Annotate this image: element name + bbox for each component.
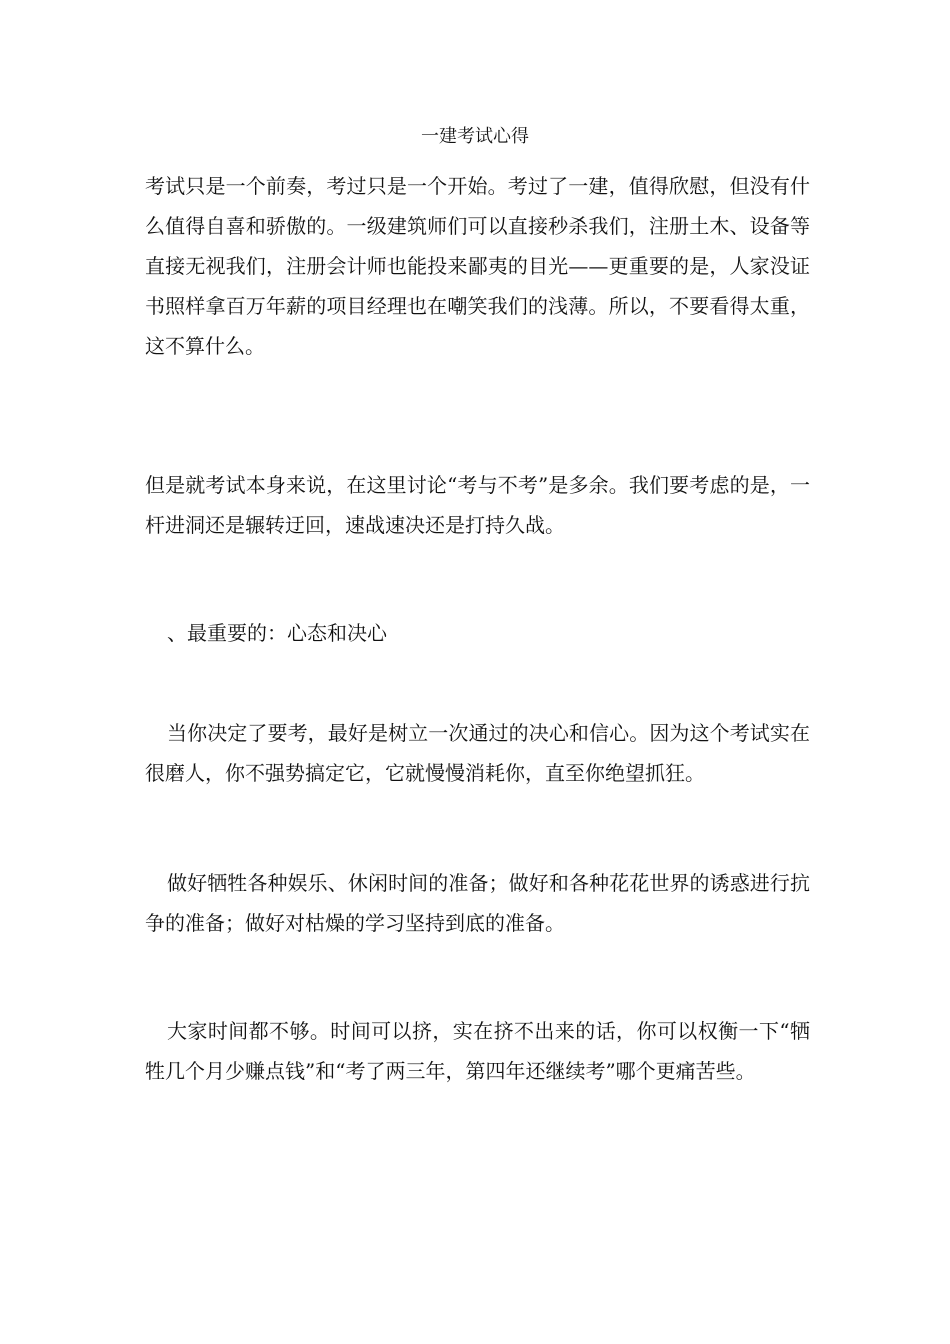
paragraph-sacrifice: 做好牺牲各种娱乐、休闲时间的准备；做好和各种花花世界的诱惑进行抗争的准备；做好对枯燥的学习坚持到底的准备。 xyxy=(145,871,810,935)
paragraph-exam-discussion: 但是就考试本身来说，在这里讨论“考与不考”是多余。我们要考虑的是，一杆进洞还是辗转迂回，速战速决还是打持久战。 xyxy=(145,473,810,537)
paragraph-intro: 考试只是一个前奏，考过只是一个开始。考过了一建，值得欣慰，但没有什么值得自喜和骄傲的。一级建筑师们可以直接秒杀我们，注册土木、设备等直接无视我们，注册会计师也能投来鄙夷的目光——更重要的是，人家没证书照样拿百万年薪的项目经理也在嘲笑我们的浅薄。所以，不要看得太重，这不算什么。 xyxy=(145,174,810,358)
paragraph-time: 大家时间都不够。时间可以挤，实在挤不出来的话，你可以权衡一下“牺牲几个月少赚点钱”和“考了两三年，第四年还继续考”哪个更痛苦些。 xyxy=(145,1019,810,1083)
paragraph-determination: 当你决定了要考，最好是树立一次通过的决心和信心。因为这个考试实在很磨人，你不强势搞定它，它就慢慢消耗你，直至你绝望抓狂。 xyxy=(145,721,810,785)
section-heading-mindset: 、最重要的：心态和决心 xyxy=(167,621,387,645)
document-title: 一建考试心得 xyxy=(421,126,529,147)
